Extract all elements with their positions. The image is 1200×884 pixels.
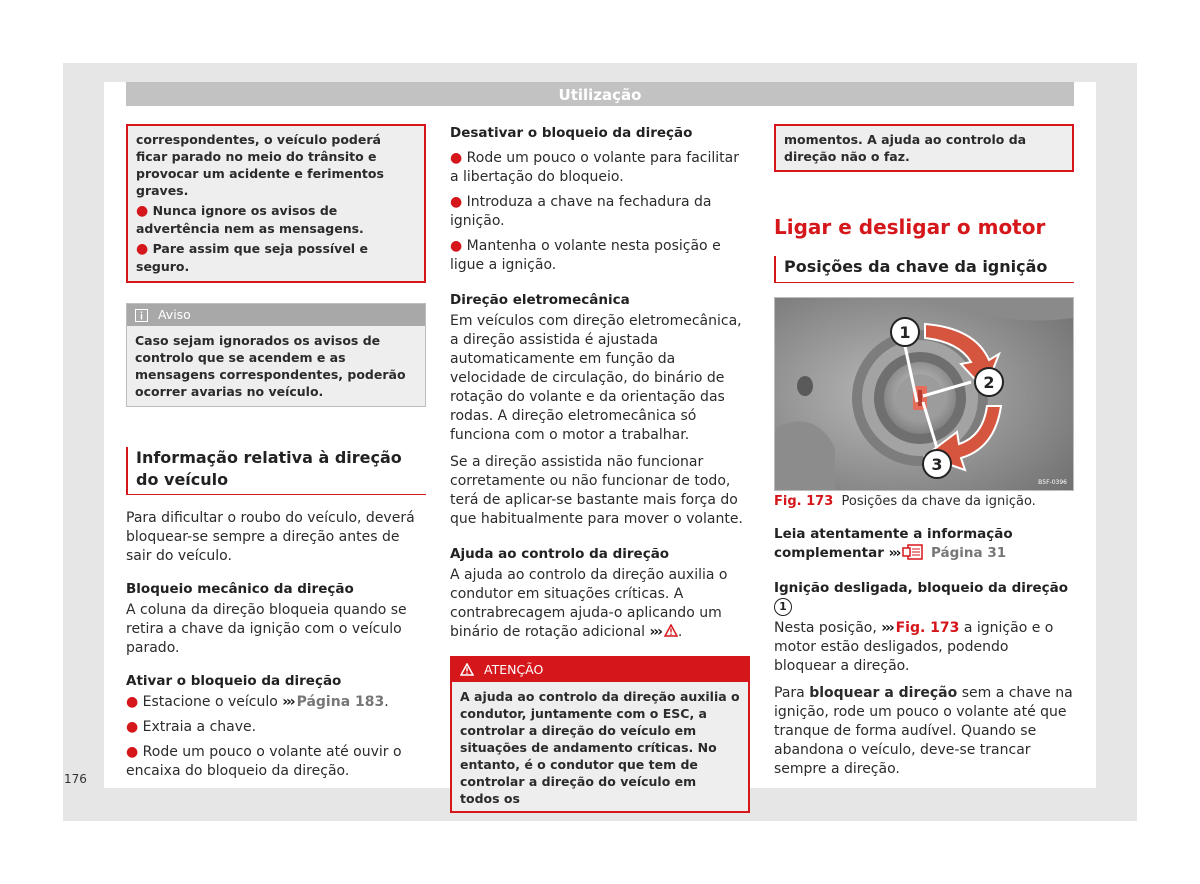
deactivate-bullet-1	[450, 149, 750, 187]
bullet-dot-icon: ●	[450, 238, 463, 254]
ignition-illustration	[775, 298, 1073, 490]
bullet-text: Rode um pouco o volante até ouvir o encaixa do bloqueio da direção.	[126, 744, 402, 779]
activate-bullet-2	[126, 718, 426, 737]
book-reference-icon[interactable]	[902, 544, 926, 560]
warning-bullet	[136, 202, 416, 237]
position-number-badge: 1	[774, 598, 792, 616]
column-3	[774, 124, 1074, 779]
sub-heading: Posições da chave da ignição	[774, 256, 1074, 283]
text-part: sem a chave na ignição, rode um pouco o volante até que tranque de forma audível. Quando se abandona o veículo, deve-se trancar sempre a direção.	[774, 685, 1073, 777]
warning-box-continued	[126, 124, 426, 283]
punct: .	[384, 694, 389, 710]
svg-text:1: 1	[899, 323, 911, 342]
bullet-dot-icon: ●	[126, 694, 139, 710]
subheading-electromechanical: Direção eletromecânica	[450, 292, 630, 308]
deactivate-bullet-3	[450, 237, 750, 275]
callout-2	[975, 368, 1003, 396]
deactivate-bullet-2	[450, 193, 750, 231]
column-2	[450, 124, 750, 813]
warning-bullet-text: Pare assim que seja possível e seguro.	[136, 241, 368, 274]
attention-body: A ajuda ao controlo da direção auxilia o condutor, juntamente com o ESC, a controlar a direção do veículo em situações de andamento críticas. No entanto, é o condutor que tem de controlar a direção do veículo em todos os	[460, 689, 740, 806]
text-bold: bloquear a direção	[809, 685, 958, 701]
electromechanical-text-2: Se a direção assistida não funcionar corretamente ou não funcionar de todo, terá de aplicar-se bastante mais força do que habitualmente para mover o volante.	[450, 454, 743, 527]
warning-bullet	[136, 240, 416, 275]
activate-bullet-3	[126, 743, 426, 781]
attention-box	[450, 656, 750, 813]
bullet-dot-icon: ●	[136, 241, 149, 257]
arrow-ref-icon: ›››	[649, 624, 661, 640]
warning-text: correspondentes, o veículo poderá ficar parado no meio do trânsito e provocar um acidente e ferimentos graves.	[136, 132, 384, 198]
chapter-header: Utilização	[126, 82, 1074, 106]
bullet-dot-icon: ●	[126, 744, 139, 760]
svg-text:2: 2	[983, 373, 995, 392]
warning-triangle-icon[interactable]	[664, 624, 678, 637]
subheading-deactivate-lock: Desativar o bloqueio da direção	[450, 125, 693, 141]
text-part: Nesta posição,	[774, 620, 877, 636]
arrow-ref-icon: ›››	[282, 694, 294, 710]
warning-bullet-text: Nunca ignore os avisos de advertência nem as mensagens.	[136, 203, 364, 236]
intro-paragraph: Para dificultar o roubo do veículo, deverá bloquear-se sempre a direção antes de sair do veículo.	[126, 510, 415, 564]
figure-caption-text: Posições da chave da ignição.	[841, 494, 1036, 509]
figure-caption	[774, 493, 1074, 511]
warning-triangle-icon	[460, 663, 474, 676]
bullet-dot-icon: ●	[450, 194, 463, 210]
bullet-text: Rode um pouco o volante para facilitar a libertação do bloqueio.	[450, 150, 739, 185]
activate-bullet-1	[126, 693, 426, 712]
page-reference-link[interactable]: Página 31	[930, 545, 1007, 561]
text-part: a ignição e o motor estão desligados, podendo bloquear a direção.	[774, 620, 1054, 674]
ignition-off-title: Ignição desligada, bloqueio da direção	[774, 580, 1069, 596]
notice-title: Aviso	[157, 307, 191, 322]
ignition-off-text	[774, 619, 1074, 676]
subheading-mechanical-lock: Bloqueio mecânico da direção	[126, 581, 354, 597]
bullet-dot-icon: ●	[450, 150, 463, 166]
warning-text: momentos. A ajuda ao controlo da direção não o faz.	[784, 132, 1027, 164]
steering-assist-text	[450, 566, 750, 642]
read-info-text	[774, 525, 1074, 563]
page-reference-link[interactable]: Página 183	[296, 694, 385, 710]
bullet-dot-icon: ●	[136, 203, 149, 219]
svg-text:3: 3	[931, 455, 943, 474]
lock-steering-text	[774, 684, 1074, 779]
text-part: Para	[774, 685, 805, 701]
read-info-label: Leia atentamente a informação complementar	[774, 526, 1013, 561]
bullet-text: Introduza a chave na fechadura da ignição.	[450, 194, 712, 229]
punct: .	[677, 624, 683, 640]
arrow-ref-icon: ›››	[888, 545, 900, 561]
main-heading: Ligar e desligar o motor	[774, 215, 1046, 239]
info-icon	[135, 309, 148, 322]
callout-3	[923, 450, 951, 478]
notice-header	[127, 304, 425, 326]
subheading-steering-assist: Ajuda ao controlo da direção	[450, 546, 670, 562]
notice-body: Caso sejam ignorados os avisos de controlo que se acendem e as mensagens correspondentes, poderão ocorrer avarias no veículo.	[135, 333, 406, 399]
ignition-figure	[774, 297, 1074, 491]
page-number: 176	[64, 772, 87, 786]
figure-code: B5F-0396	[1038, 479, 1067, 486]
attention-title: ATENÇÃO	[483, 662, 544, 677]
bullet-dot-icon: ●	[126, 719, 139, 735]
bullet-text: Extraia a chave.	[142, 719, 257, 735]
notice-box	[126, 303, 426, 407]
electromechanical-text-1: Em veículos com direção eletromecânica, a direção assistida é ajustada automaticamente em função da velocidade de circulação, do binário de rotação do volante e da orientação das rodas. A direção eletromecânica só funciona com o motor a trabalhar.	[450, 313, 742, 443]
bullet-text: Estacione o veículo	[142, 694, 278, 710]
callout-1	[891, 318, 919, 346]
subheading-activate-lock: Ativar o bloqueio da direção	[126, 673, 342, 689]
arrow-ref-icon: ›››	[881, 620, 893, 636]
column-1	[126, 124, 426, 781]
bullet-text: Mantenha o volante nesta posição e ligue a ignição.	[450, 238, 721, 273]
section-title: Informação relativa à direção do veículo	[126, 447, 426, 495]
attention-header	[452, 658, 748, 682]
figure-reference-link[interactable]: Fig. 173	[895, 620, 960, 636]
mechanical-lock-text: A coluna da direção bloqueia quando se retira a chave da ignição com o veículo parado.	[126, 602, 407, 656]
warning-box-continued	[774, 124, 1074, 172]
figure-number: Fig. 173	[774, 494, 834, 509]
subheading-ignition-off	[774, 579, 1074, 617]
steering-assist-body: A ajuda ao controlo da direção auxilia o condutor em situações críticas. A contrabrecagem ajuda-o aplicando um binário de rotação adicional	[450, 567, 728, 640]
